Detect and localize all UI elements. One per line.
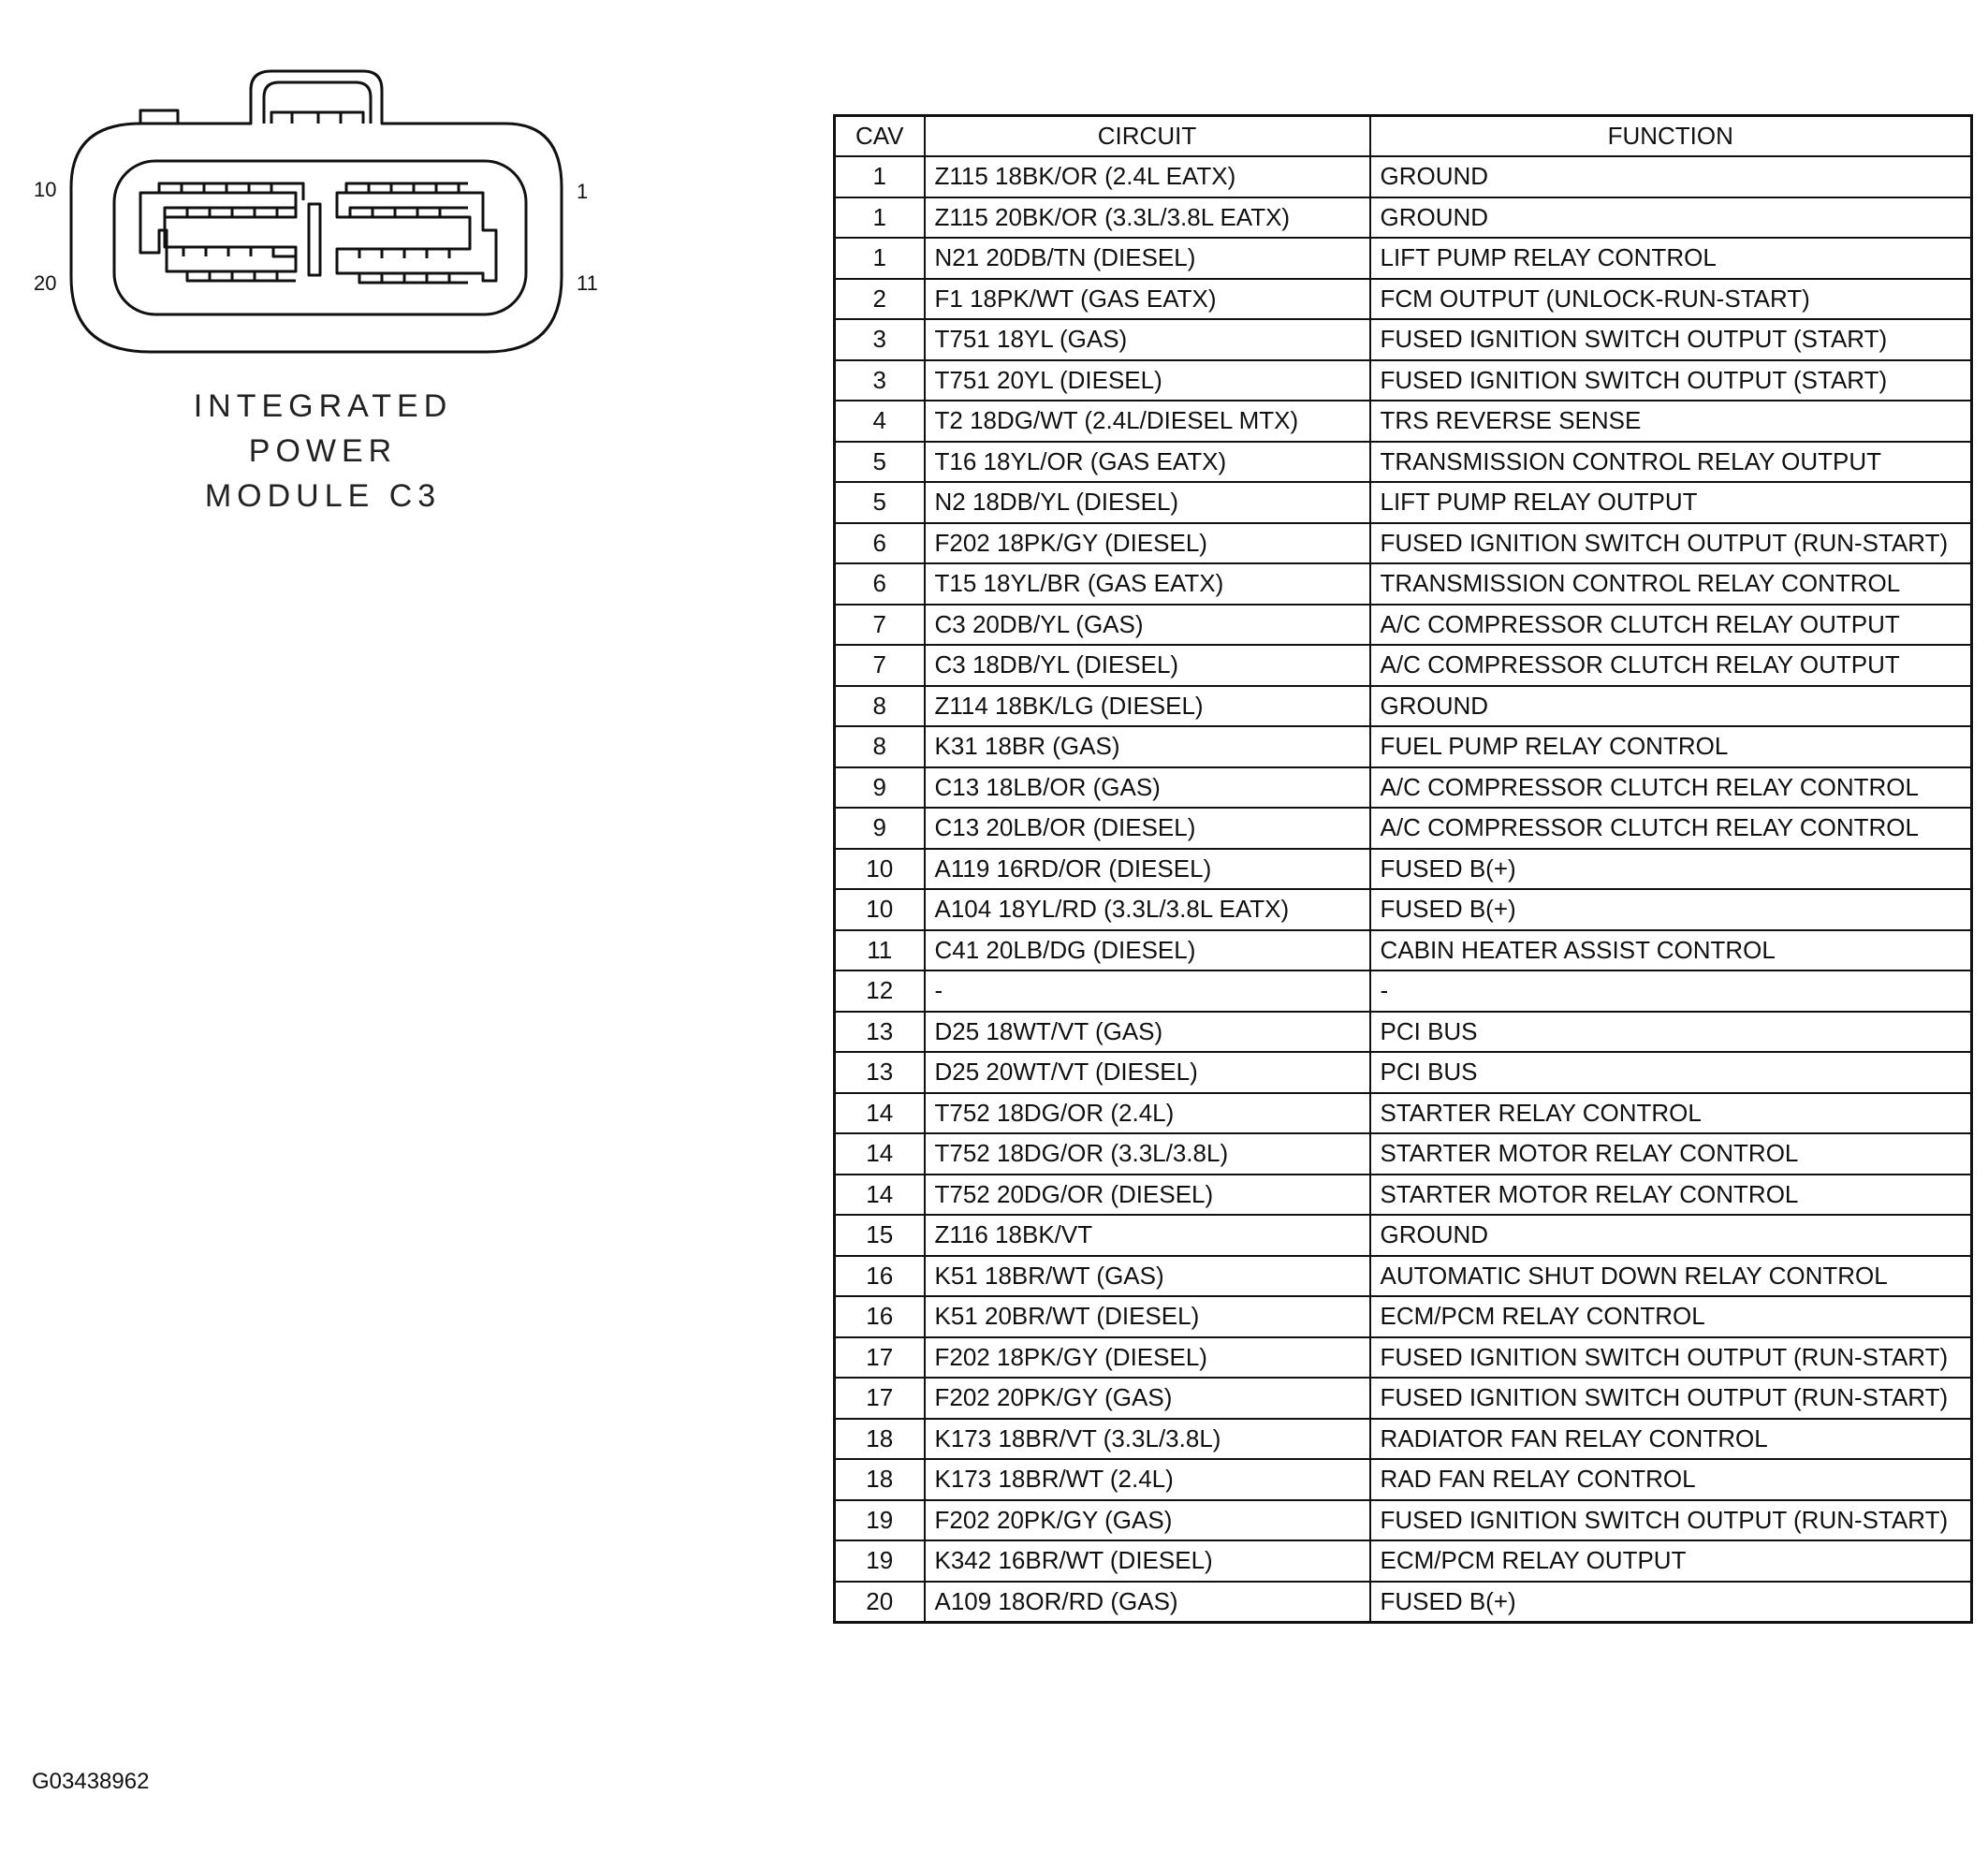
function-cell: ECM/PCM RELAY OUTPUT <box>1370 1540 1972 1582</box>
function-cell: - <box>1370 970 1972 1012</box>
connector-key-tab <box>140 110 178 124</box>
function-cell: GROUND <box>1370 686 1972 727</box>
cav-cell: 7 <box>835 605 925 646</box>
cav-cell: 3 <box>835 360 925 401</box>
table-row <box>835 1459 1972 1500</box>
table-row <box>835 808 1972 849</box>
cav-cell: 13 <box>835 1012 925 1053</box>
connector-cavities-right <box>337 193 496 281</box>
function-cell: FUSED IGNITION SWITCH OUTPUT (RUN-START) <box>1370 1500 1972 1541</box>
table-header-row <box>835 116 1972 157</box>
connector-center-key <box>309 204 320 275</box>
circuit-cell: K51 20BR/WT (DIESEL) <box>925 1296 1370 1337</box>
table-row <box>835 156 1972 197</box>
table-row <box>835 1256 1972 1297</box>
function-cell: FUSED IGNITION SWITCH OUTPUT (START) <box>1370 360 1972 401</box>
function-cell: CABIN HEATER ASSIST CONTROL <box>1370 930 1972 971</box>
function-cell: GROUND <box>1370 1215 1972 1256</box>
cav-cell: 5 <box>835 442 925 483</box>
cav-cell: 19 <box>835 1500 925 1541</box>
circuit-cell: T2 18DG/WT (2.4L/DIESEL MTX) <box>925 401 1370 442</box>
cav-cell: 14 <box>835 1175 925 1216</box>
table-row <box>835 1093 1972 1134</box>
cav-cell: 14 <box>835 1093 925 1134</box>
function-cell: A/C COMPRESSOR CLUTCH RELAY CONTROL <box>1370 808 1972 849</box>
function-cell: FUSED IGNITION SWITCH OUTPUT (RUN-START) <box>1370 1378 1972 1419</box>
cav-cell: 7 <box>835 645 925 686</box>
circuit-cell: T752 18DG/OR (2.4L) <box>925 1093 1370 1134</box>
function-cell: A/C COMPRESSOR CLUTCH RELAY CONTROL <box>1370 767 1972 809</box>
table-row <box>835 523 1972 564</box>
function-cell: FUEL PUMP RELAY CONTROL <box>1370 726 1972 767</box>
circuit-cell: T16 18YL/OR (GAS EATX) <box>925 442 1370 483</box>
caption-line-3: MODULE C3 <box>204 478 442 514</box>
cav-cell: 11 <box>835 930 925 971</box>
table-row <box>835 970 1972 1012</box>
table-row <box>835 238 1972 279</box>
cav-cell: 13 <box>835 1052 925 1093</box>
cav-cell: 20 <box>835 1582 925 1623</box>
function-cell: RADIATOR FAN RELAY CONTROL <box>1370 1419 1972 1460</box>
table-row <box>835 726 1972 767</box>
circuit-cell: C13 20LB/OR (DIESEL) <box>925 808 1370 849</box>
cav-cell: 6 <box>835 563 925 605</box>
circuit-cell: Z115 18BK/OR (2.4L EATX) <box>925 156 1370 197</box>
function-cell: LIFT PUMP RELAY OUTPUT <box>1370 482 1972 523</box>
circuit-cell: C3 18DB/YL (DIESEL) <box>925 645 1370 686</box>
table-row <box>835 930 1972 971</box>
pin-label-11: 11 <box>577 271 598 295</box>
figure-id: G03438962 <box>32 1769 150 1794</box>
circuit-cell: T752 20DG/OR (DIESEL) <box>925 1175 1370 1216</box>
circuit-cell: K31 18BR (GAS) <box>925 726 1370 767</box>
function-cell: PCI BUS <box>1370 1012 1972 1053</box>
circuit-cell: A104 18YL/RD (3.3L/3.8L EATX) <box>925 889 1370 930</box>
cav-cell: 9 <box>835 767 925 809</box>
cav-cell: 19 <box>835 1540 925 1582</box>
function-cell: TRANSMISSION CONTROL RELAY OUTPUT <box>1370 442 1972 483</box>
table-row <box>835 889 1972 930</box>
circuit-cell: C13 18LB/OR (GAS) <box>925 767 1370 809</box>
circuit-cell: F202 20PK/GY (GAS) <box>925 1500 1370 1541</box>
circuit-cell: N2 18DB/YL (DIESEL) <box>925 482 1370 523</box>
function-cell: FUSED IGNITION SWITCH OUTPUT (RUN-START) <box>1370 523 1972 564</box>
table-body <box>835 156 1972 1622</box>
function-cell: GROUND <box>1370 197 1972 239</box>
circuit-cell: A119 16RD/OR (DIESEL) <box>925 849 1370 890</box>
header-circuit: CIRCUIT <box>925 116 1370 157</box>
circuit-cell: Z114 18BK/LG (DIESEL) <box>925 686 1370 727</box>
cav-cell: 18 <box>835 1419 925 1460</box>
cav-cell: 6 <box>835 523 925 564</box>
circuit-cell: - <box>925 970 1370 1012</box>
cav-cell: 5 <box>835 482 925 523</box>
table-row <box>835 1133 1972 1175</box>
cav-cell: 1 <box>835 238 925 279</box>
circuit-cell: T751 18YL (GAS) <box>925 319 1370 360</box>
table-row <box>835 1337 1972 1379</box>
table-row <box>835 1215 1972 1256</box>
function-cell: FUSED B(+) <box>1370 849 1972 890</box>
cav-cell: 9 <box>835 808 925 849</box>
table-row <box>835 686 1972 727</box>
header-function: FUNCTION <box>1370 116 1972 157</box>
cav-cell: 16 <box>835 1256 925 1297</box>
pin-label-10: 10 <box>34 178 57 201</box>
circuit-cell: A109 18OR/RD (GAS) <box>925 1582 1370 1623</box>
table-row <box>835 401 1972 442</box>
table-row <box>835 1378 1972 1419</box>
function-cell: STARTER MOTOR RELAY CONTROL <box>1370 1175 1972 1216</box>
cav-cell: 8 <box>835 726 925 767</box>
table-row <box>835 360 1972 401</box>
circuit-cell: T752 18DG/OR (3.3L/3.8L) <box>925 1133 1370 1175</box>
table-row <box>835 1500 1972 1541</box>
function-cell: FCM OUTPUT (UNLOCK-RUN-START) <box>1370 279 1972 320</box>
circuit-cell: T15 18YL/BR (GAS EATX) <box>925 563 1370 605</box>
cav-cell: 14 <box>835 1133 925 1175</box>
table-row <box>835 1419 1972 1460</box>
function-cell: FUSED B(+) <box>1370 889 1972 930</box>
cav-cell: 8 <box>835 686 925 727</box>
table-row <box>835 279 1972 320</box>
circuit-cell: F202 20PK/GY (GAS) <box>925 1378 1370 1419</box>
table-row <box>835 563 1972 605</box>
function-cell: FUSED IGNITION SWITCH OUTPUT (START) <box>1370 319 1972 360</box>
circuit-cell: D25 20WT/VT (DIESEL) <box>925 1052 1370 1093</box>
circuit-cell: D25 18WT/VT (GAS) <box>925 1012 1370 1053</box>
cav-cell: 16 <box>835 1296 925 1337</box>
cav-cell: 10 <box>835 889 925 930</box>
table-row <box>835 849 1972 890</box>
cav-cell: 2 <box>835 279 925 320</box>
function-cell: LIFT PUMP RELAY CONTROL <box>1370 238 1972 279</box>
pin-label-20: 20 <box>34 271 57 295</box>
function-cell: ECM/PCM RELAY CONTROL <box>1370 1296 1972 1337</box>
circuit-cell: Z115 20BK/OR (3.3L/3.8L EATX) <box>925 197 1370 239</box>
connector-cavities-left <box>140 193 296 271</box>
circuit-cell: F202 18PK/GY (DIESEL) <box>925 523 1370 564</box>
table-row <box>835 767 1972 809</box>
pinout-table <box>833 114 1973 1624</box>
cav-cell: 4 <box>835 401 925 442</box>
function-cell: FUSED B(+) <box>1370 1582 1972 1623</box>
table-row <box>835 482 1972 523</box>
cav-cell: 1 <box>835 156 925 197</box>
function-cell: RAD FAN RELAY CONTROL <box>1370 1459 1972 1500</box>
function-cell: STARTER MOTOR RELAY CONTROL <box>1370 1133 1972 1175</box>
table-row <box>835 442 1972 483</box>
table-row <box>835 197 1972 239</box>
circuit-cell: Z116 18BK/VT <box>925 1215 1370 1256</box>
header-cav: CAV <box>835 116 925 157</box>
circuit-cell: C41 20LB/DG (DIESEL) <box>925 930 1370 971</box>
circuit-cell: F1 18PK/WT (GAS EATX) <box>925 279 1370 320</box>
function-cell: PCI BUS <box>1370 1052 1972 1093</box>
circuit-cell: K173 18BR/WT (2.4L) <box>925 1459 1370 1500</box>
function-cell: A/C COMPRESSOR CLUTCH RELAY OUTPUT <box>1370 645 1972 686</box>
function-cell: STARTER RELAY CONTROL <box>1370 1093 1972 1134</box>
caption-line-2: POWER <box>248 433 398 469</box>
cav-cell: 3 <box>835 319 925 360</box>
function-cell: FUSED IGNITION SWITCH OUTPUT (RUN-START) <box>1370 1337 1972 1379</box>
circuit-cell: F202 18PK/GY (DIESEL) <box>925 1337 1370 1379</box>
table-row <box>835 319 1972 360</box>
pin-label-1: 1 <box>577 180 589 203</box>
table-row <box>835 645 1972 686</box>
circuit-cell: K51 18BR/WT (GAS) <box>925 1256 1370 1297</box>
table-row <box>835 1052 1972 1093</box>
table-row <box>835 1540 1972 1582</box>
function-cell: AUTOMATIC SHUT DOWN RELAY CONTROL <box>1370 1256 1972 1297</box>
circuit-cell: N21 20DB/TN (DIESEL) <box>925 238 1370 279</box>
cav-cell: 12 <box>835 970 925 1012</box>
cav-cell: 18 <box>835 1459 925 1500</box>
cav-cell: 17 <box>835 1337 925 1379</box>
circuit-cell: K173 18BR/VT (3.3L/3.8L) <box>925 1419 1370 1460</box>
cav-cell: 15 <box>835 1215 925 1256</box>
circuit-cell: K342 16BR/WT (DIESEL) <box>925 1540 1370 1582</box>
table-row <box>835 1296 1972 1337</box>
cav-cell: 17 <box>835 1378 925 1419</box>
connector-diagram <box>0 0 655 374</box>
function-cell: TRS REVERSE SENSE <box>1370 401 1972 442</box>
table-row <box>835 1175 1972 1216</box>
function-cell: A/C COMPRESSOR CLUTCH RELAY OUTPUT <box>1370 605 1972 646</box>
function-cell: GROUND <box>1370 156 1972 197</box>
function-cell: TRANSMISSION CONTROL RELAY CONTROL <box>1370 563 1972 605</box>
table-row <box>835 605 1972 646</box>
caption-line-1: INTEGRATED <box>193 388 453 424</box>
circuit-cell: C3 20DB/YL (GAS) <box>925 605 1370 646</box>
table-row <box>835 1582 1972 1623</box>
table-row <box>835 1012 1972 1053</box>
circuit-cell: T751 20YL (DIESEL) <box>925 360 1370 401</box>
cav-cell: 1 <box>835 197 925 239</box>
cav-cell: 10 <box>835 849 925 890</box>
connector-caption <box>159 384 487 518</box>
